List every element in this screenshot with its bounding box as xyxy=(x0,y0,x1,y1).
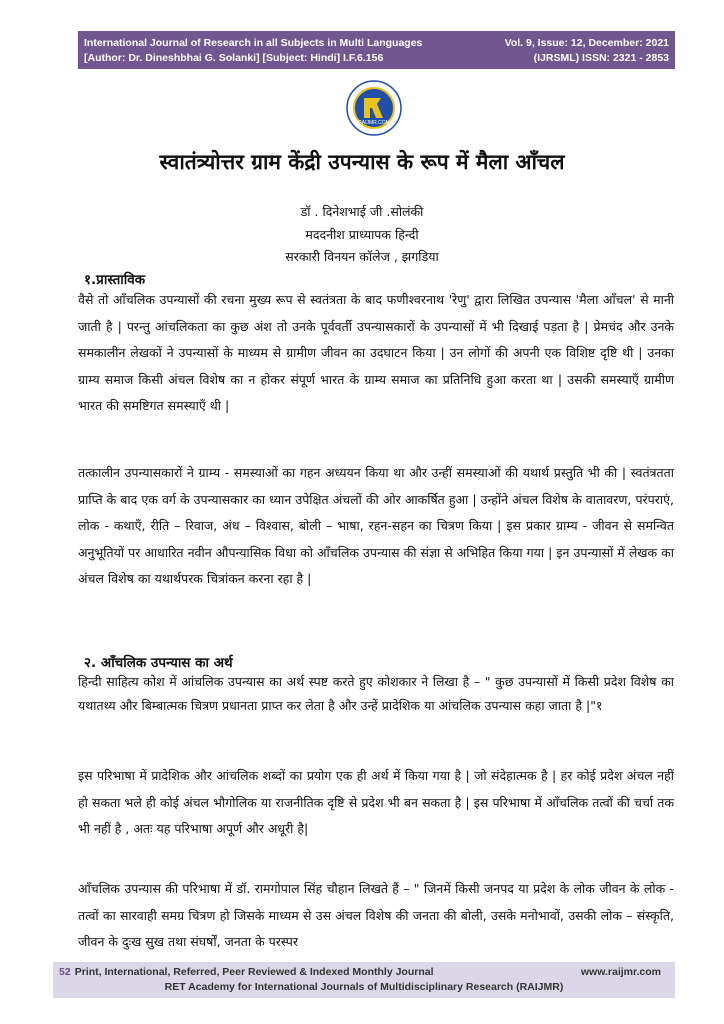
section-2-paragraph-3: आँचलिक उपन्यास की परिभाषा में डॉ. रामगोपाल सिंह चौहान लिखते हैं – " जिनमें किसी जनपद या प्रदेश के लोक जीवन के लोक - तत्वों का सारवाही समग्र चित्रण हो जिसके माध्यम से उस अंचल विशेष की जनता की बोली, उसके मनोभावों, उसकी लोक – संस्कृति, जीवन के दुःख सुख तथा संघर्षों, जनता के परस्पर xyxy=(78,881,674,949)
author-subject-line: [Author: Dr. Dineshbhai G. Solanki] [Subject: Hindi] I.F.6.156 xyxy=(84,51,384,64)
page-number: 52 xyxy=(59,966,71,978)
journal-header xyxy=(78,31,675,69)
footer-line-2: RET Academy for International Journals of Multidisciplinary Research (RAIJMR) xyxy=(164,981,564,993)
journal-name: International Journal of Research in all Subjects in Multi Languages xyxy=(84,37,423,49)
author-name: डॉ . दिनेशभाई जी .सोलंकी xyxy=(300,204,424,219)
website-link[interactable]: www.raijmr.com xyxy=(580,966,661,978)
journal-footer xyxy=(53,962,675,998)
logo-text: RAIJMR.COM xyxy=(358,120,390,126)
raijmr-logo-icon xyxy=(337,80,411,136)
author-designation: मददनीश प्राध्यापक हिन्दी xyxy=(305,227,419,242)
section-1-paragraph-1: वैसे तो आँचलिक उपन्यासों की रचना मुख्य रूप से स्वतंत्रता के बाद फणीश्वरनाथ 'रेणु' द्वारा लिखित उपन्यास 'मैला आँचल' से मानी जाती है | परन्तु आंचलिकता का कुछ अंश तो उनके पूर्ववर्ती उपन्यासकारों के उपन्यासों में भी दिखाई पड़ता है | प्रेमचंद और उनके समकालीन लेखकों ने उपन्यासों के माध्यम से ग्रामीण जीवन का उदघाटन किया | उन लोगों की अपनी एक विशिष्ट दृष्टि थी | उनका ग्राम्य समाज किसी अंचल विशेष का न होकर संपूर्ण भारत के ग्राम्य समाज का प्रतिनिधि हुआ करता था | उसकी समस्याएँ ग्रामीण भारत की समष्टिगत समस्याएँ थी | xyxy=(78,292,674,413)
header-left xyxy=(84,36,422,65)
author-college: सरकारी विनयन कॉलेज , झगडिया xyxy=(285,249,439,264)
paper-title: स्वातंत्र्योत्तर ग्राम केंद्री उपन्यास के रूप में मैला आँचल xyxy=(159,150,565,174)
section-2-paragraph-1: हिन्दी साहित्य कोश में आंचलिक उपन्यास का अर्थ स्पष्ट करते हुए कोशकार ने लिखा है – " कुछ उपन्यासों में किसी प्रदेश विशेष का यथातथ्य और बिम्बात्मक चित्रण प्रधानता प्राप्त कर लेता है और उन्हें प्रादेशिक या आंचलिक उपन्यास कहा जाता है |"१ xyxy=(78,674,674,713)
footer-line-1 xyxy=(59,966,434,978)
footer-description: Print, International, Referred, Peer Reviewed & Indexed Monthly Journal xyxy=(74,966,434,978)
section-1-paragraph-2: तत्कालीन उपन्यासकारों ने ग्राम्य - समस्याओं का गहन अध्ययन किया था और उन्हीं समस्याओं की यथार्थ प्रस्तुति भी की | स्वतंत्रतता प्राप्ति के बाद एक वर्ग के उपन्यासकार का ध्यान उपेक्षित अंचलों की ओर आकर्षित हुआ | उन्होंने अंचल विशेष के वातावरण, परंपराएं, लोक - कथाएँ, रीति – रिवाज, अंध – विश्वास, बोली – भाषा, रहन-सहन का चित्रण किया | इस प्रकार ग्राम्य - जीवन से समन्वित अनुभूतियों पर आधारित नवीन औपन्यासिक विधा को आँचलिक उपन्यास की संज्ञा से अभिहित किया गया | इन उपन्यासों में लेखक का अंचल विशेष का यथार्थपरक चित्रांकन करना रहा है | xyxy=(78,465,674,586)
section-2-paragraph-2: इस परिभाषा में प्रादेशिक और आंचलिक शब्दों का प्रयोग एक ही अर्थ में किया गया है | जो संदेहात्मक है | हर कोई प्रदेश अंचल नहीं हो सकता भले ही कोई अंचल भौगोलिक या राजनीतिक दृष्टि से प्रदेश भी बन सकता है | इस परिभाषा में आँचलिक तत्वों की चर्चा तक भी नहीं है , अतः यह परिभाषा अपूर्ण और अधूरी है| xyxy=(78,768,674,836)
volume-issue: Vol. 9, Issue: 12, December: 2021 xyxy=(504,37,669,49)
header-right xyxy=(505,36,669,65)
issn: (IJRSML) ISSN: 2321 - 2853 xyxy=(533,51,669,64)
section-1-heading: १.प्रास्ताविक xyxy=(84,272,146,288)
section-2-heading: २. आँचलिक उपन्यास का अर्थ xyxy=(84,655,233,671)
